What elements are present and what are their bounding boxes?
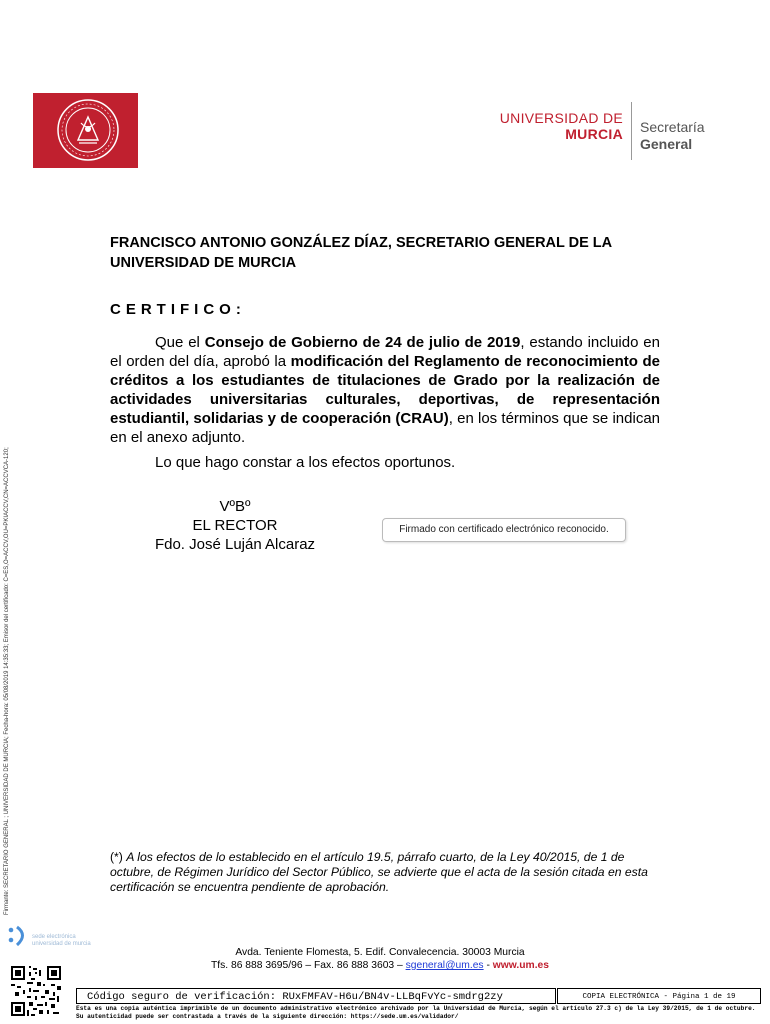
certifico-label: CERTIFICO: [110,301,246,318]
footnote-text: A los efectos de lo establecido en el artículo 19.5, párrafo cuarto, de la Ley 40/2015, de 1 de octubre, de Régimen Jurídico del Sector Público, se advierte que el acta de la sesión citada en esta certificación se encuentra pendiente de aprobación. [110,850,648,894]
closing-line: Lo que hago constar a los efectos oportunos. [155,454,456,471]
rector-name: Fdo. José Luján Alcaraz [154,536,316,553]
authenticity-notice: Esta es una copia auténtica imprimible de un documento administrativo electrónico archivado por la Universidad de Murcia, según el artículo 27.3 c) de la Ley 39/2015, de 1 de octubre. Su autenticidad puede ser contrastada a través de la siguiente dirección: https://sede.um.es/validador/ [76,1005,756,1020]
university-line2: MURCIA [565,126,623,142]
phones-text: Tfs. 86 888 3695/96 – Fax. 86 888 3603 – [210,960,406,971]
footer-address [180,946,580,972]
address-line: Avda. Teniente Flomesta, 5. Edif. Convalecencia. 30003 Murcia [235,947,525,958]
vobo-label: VºBº [219,498,251,515]
sede-electronica-label [32,934,91,948]
verification-qr-code [11,966,61,1016]
contact-line [180,959,580,972]
signature-metadata-strip: Firmante: SECRETARIO GENERAL ; UNIVERSIDAD DE MURCIA; Fecha-hora: 05/08/2019 14:35:33; Emisor del certificado: C=ES,O=ACCV,OU=PKIACCV,CN=ACCVCA-120; [4,447,10,915]
secretaria-wordmark [640,119,720,153]
document-heading: FRANCISCO ANTONIO GONZÁLEZ DÍAZ, SECRETARIO GENERAL DE LA UNIVERSIDAD DE MURCIA [110,235,612,271]
secretaria-line1: Secretaría [640,119,705,135]
sede-line1: sede electrónica [32,934,76,940]
secretaria-line2: General [640,136,693,152]
certification-body [110,333,660,447]
rector-role: EL RECTOR [192,517,278,534]
sede-electronica-icon [4,924,32,955]
university-line1: UNIVERSIDAD DE [499,110,623,126]
body-bold-1: Consejo de Gobierno de 24 de julio de 2019 [204,334,521,351]
sede-line2: universidad de murcia [32,941,91,947]
page-counter-box: COPIA ELECTRÓNICA - Página 1 de 19 [557,988,761,1004]
body-text-3: , en los términos que se indican en el anexo adjunto. [110,410,661,446]
electronic-signature-stamp: Firmado con certificado electrónico reconocido. [382,518,626,542]
website-link[interactable]: www.um.es [492,960,550,971]
contact-separator: - [483,960,493,971]
rector-signature-block [120,497,350,554]
body-text-1: Que el [155,334,205,351]
verification-code-box: Código seguro de verificación: RUxFMFAV-H6u/BN4v-LLBqFvYc-smdrg2zy [76,988,556,1004]
university-seal-logo [33,93,138,168]
footnote [110,850,665,895]
body-bold-2: modificación del Reglamento de reconocimiento de créditos a los estudiantes de titulaciones de Grado por la realización de actividades universitarias culturales, deportivas, de representación estudiantil, solidarias y de cooperación (CRAU) [110,353,660,427]
footnote-mark: (*) [110,850,127,864]
university-wordmark [498,110,623,142]
brand-divider [631,102,632,160]
body-text-2: , estando incluido en el orden del día, aprobó la [110,334,660,370]
email-link[interactable]: sgeneral@um.es [405,960,484,971]
